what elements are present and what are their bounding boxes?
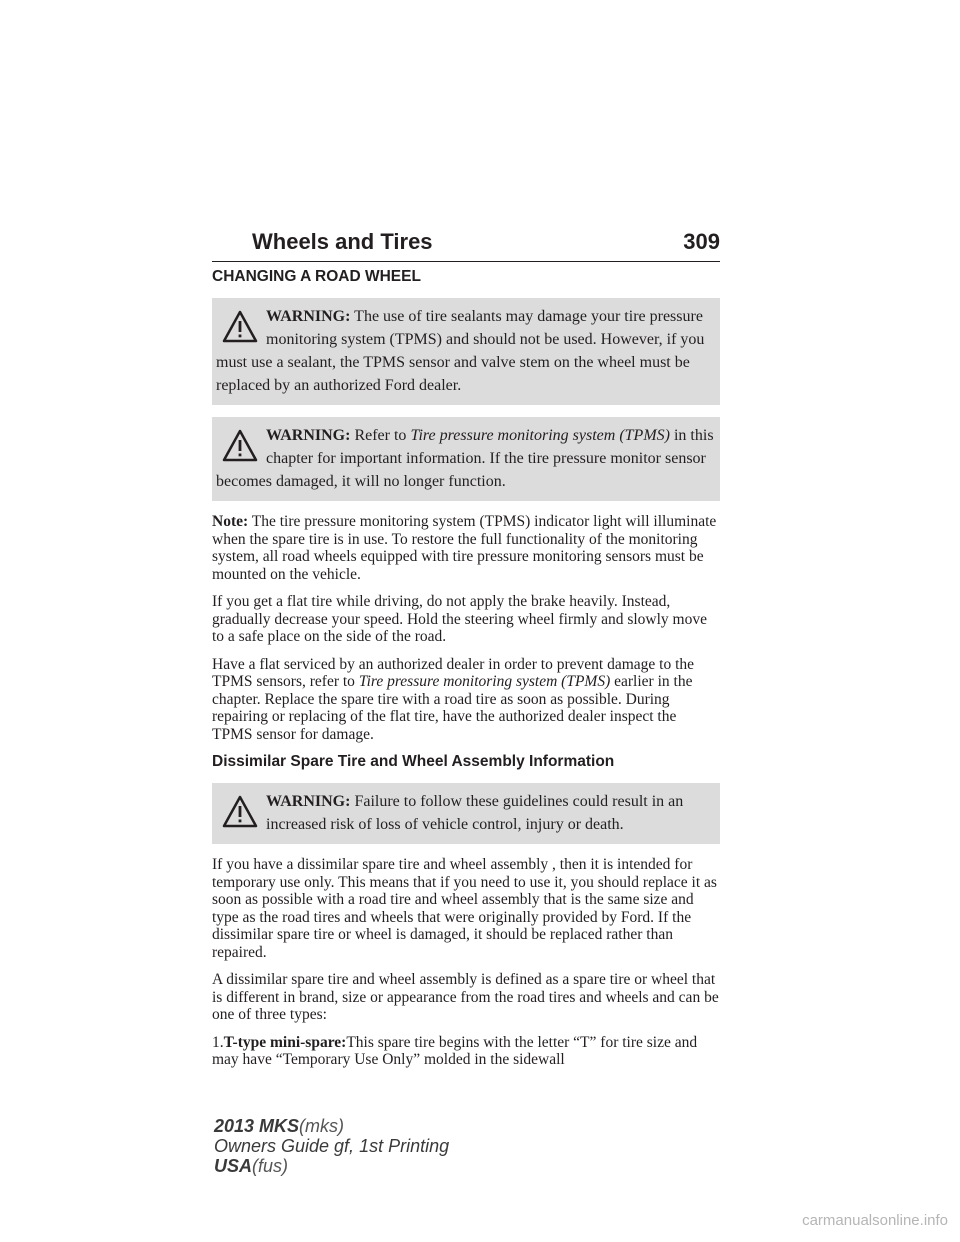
warning-box-tpms	[212, 417, 720, 501]
warning-text-pre: Refer to	[354, 427, 411, 444]
warning-text: Failure to follow these guidelines could result in an increased risk of loss of vehicle control, injury or death.	[266, 793, 684, 833]
chapter-title: Wheels and Tires	[252, 229, 433, 254]
defined-paragraph: A dissimilar spare tire and wheel assembly is defined as a spare tire or wheel that is different in brand, size or appearance from the road tires and wheels and can be one of three types:	[212, 971, 719, 1023]
footer-line-2: Owners Guide gf, 1st Printing	[214, 1136, 450, 1156]
dissimilar-paragraph: If you have a dissimilar spare tire and wheel assembly , then it is intended for temporary use only. This means that if you need to use it, you should replace it as soon as possible with a road tire and wheel assembly that is the same size and type as the road tires and wheels that were originally provided by Ford. If the dissimilar spare tire or wheel is damaged, it should be replaced rather than repaired.	[212, 856, 717, 961]
warning-text-post: in this chapter for important information. If the tire pressure monitor sensor becomes damaged, it will no longer function.	[216, 427, 714, 490]
warning-label: WARNING:	[266, 427, 351, 444]
warning-box-sealant	[212, 298, 720, 405]
print-footer	[214, 1116, 449, 1176]
list-item-text: This spare tire begins with the letter “T” for tire size and may have “Temporary Use Only” molded in the sidewall	[212, 1033, 698, 1068]
tpms-reference: Tire pressure monitoring system (TPMS)	[410, 427, 670, 444]
warning-label: WARNING:	[266, 793, 351, 810]
warning-triangle-icon	[222, 428, 258, 464]
page-number: 309	[683, 229, 720, 254]
note-text: The tire pressure monitoring system (TPMS) indicator light will illuminate when the spare tire is in use. To restore the full functionality of the monitoring system, all road wheels equipped with tire pressure monitoring sensors must be mounted on the vehicle.	[212, 513, 717, 583]
footer-line-3: USA(fus)	[214, 1156, 289, 1176]
page-content	[212, 268, 720, 1079]
section-heading: CHANGING A ROAD WHEEL	[212, 268, 421, 285]
footer-line-1: 2013 MKS(mks)	[214, 1116, 345, 1136]
warning-label: WARNING:	[266, 308, 351, 325]
list-item	[212, 1034, 720, 1069]
service-text-pre: Have a flat serviced by an authorized dealer in order to prevent damage to the TPMS sensors, refer to	[212, 655, 695, 690]
warning-box-guidelines	[212, 783, 720, 844]
service-paragraph	[212, 656, 720, 744]
service-text-post: earlier in the chapter. Replace the spare tire with a road tire as soon as possible. During repairing or replacing of the flat tire, have the authorized dealer inspect the TPMS sensor for damage.	[212, 673, 693, 743]
page-header	[212, 225, 720, 262]
warning-text: The use of tire sealants may damage your tire pressure monitoring system (TPMS) and should not be used. However, if you must use a sealant, the TPMS sensor and valve stem on the wheel must be replaced by an authorized Ford dealer.	[216, 308, 705, 394]
note-label: Note:	[212, 513, 249, 530]
tpms-reference: Tire pressure monitoring system (TPMS)	[358, 673, 611, 690]
warning-triangle-icon	[222, 794, 258, 830]
note-paragraph	[212, 513, 720, 583]
list-number: 1.	[212, 1033, 224, 1051]
flat-tire-paragraph: If you get a flat tire while driving, do not apply the brake heavily. Instead, gradually decrease your speed. Hold the steering wheel firmly and slowly move to a safe place on the side of the road.	[212, 593, 707, 645]
warning-triangle-icon	[222, 309, 258, 345]
list-item-label: T-type mini-spare:	[223, 1033, 347, 1051]
watermark-link[interactable]: carmanualsonline.info	[802, 1212, 948, 1229]
subheading: Dissimilar Spare Tire and Wheel Assembly Information	[212, 753, 615, 770]
